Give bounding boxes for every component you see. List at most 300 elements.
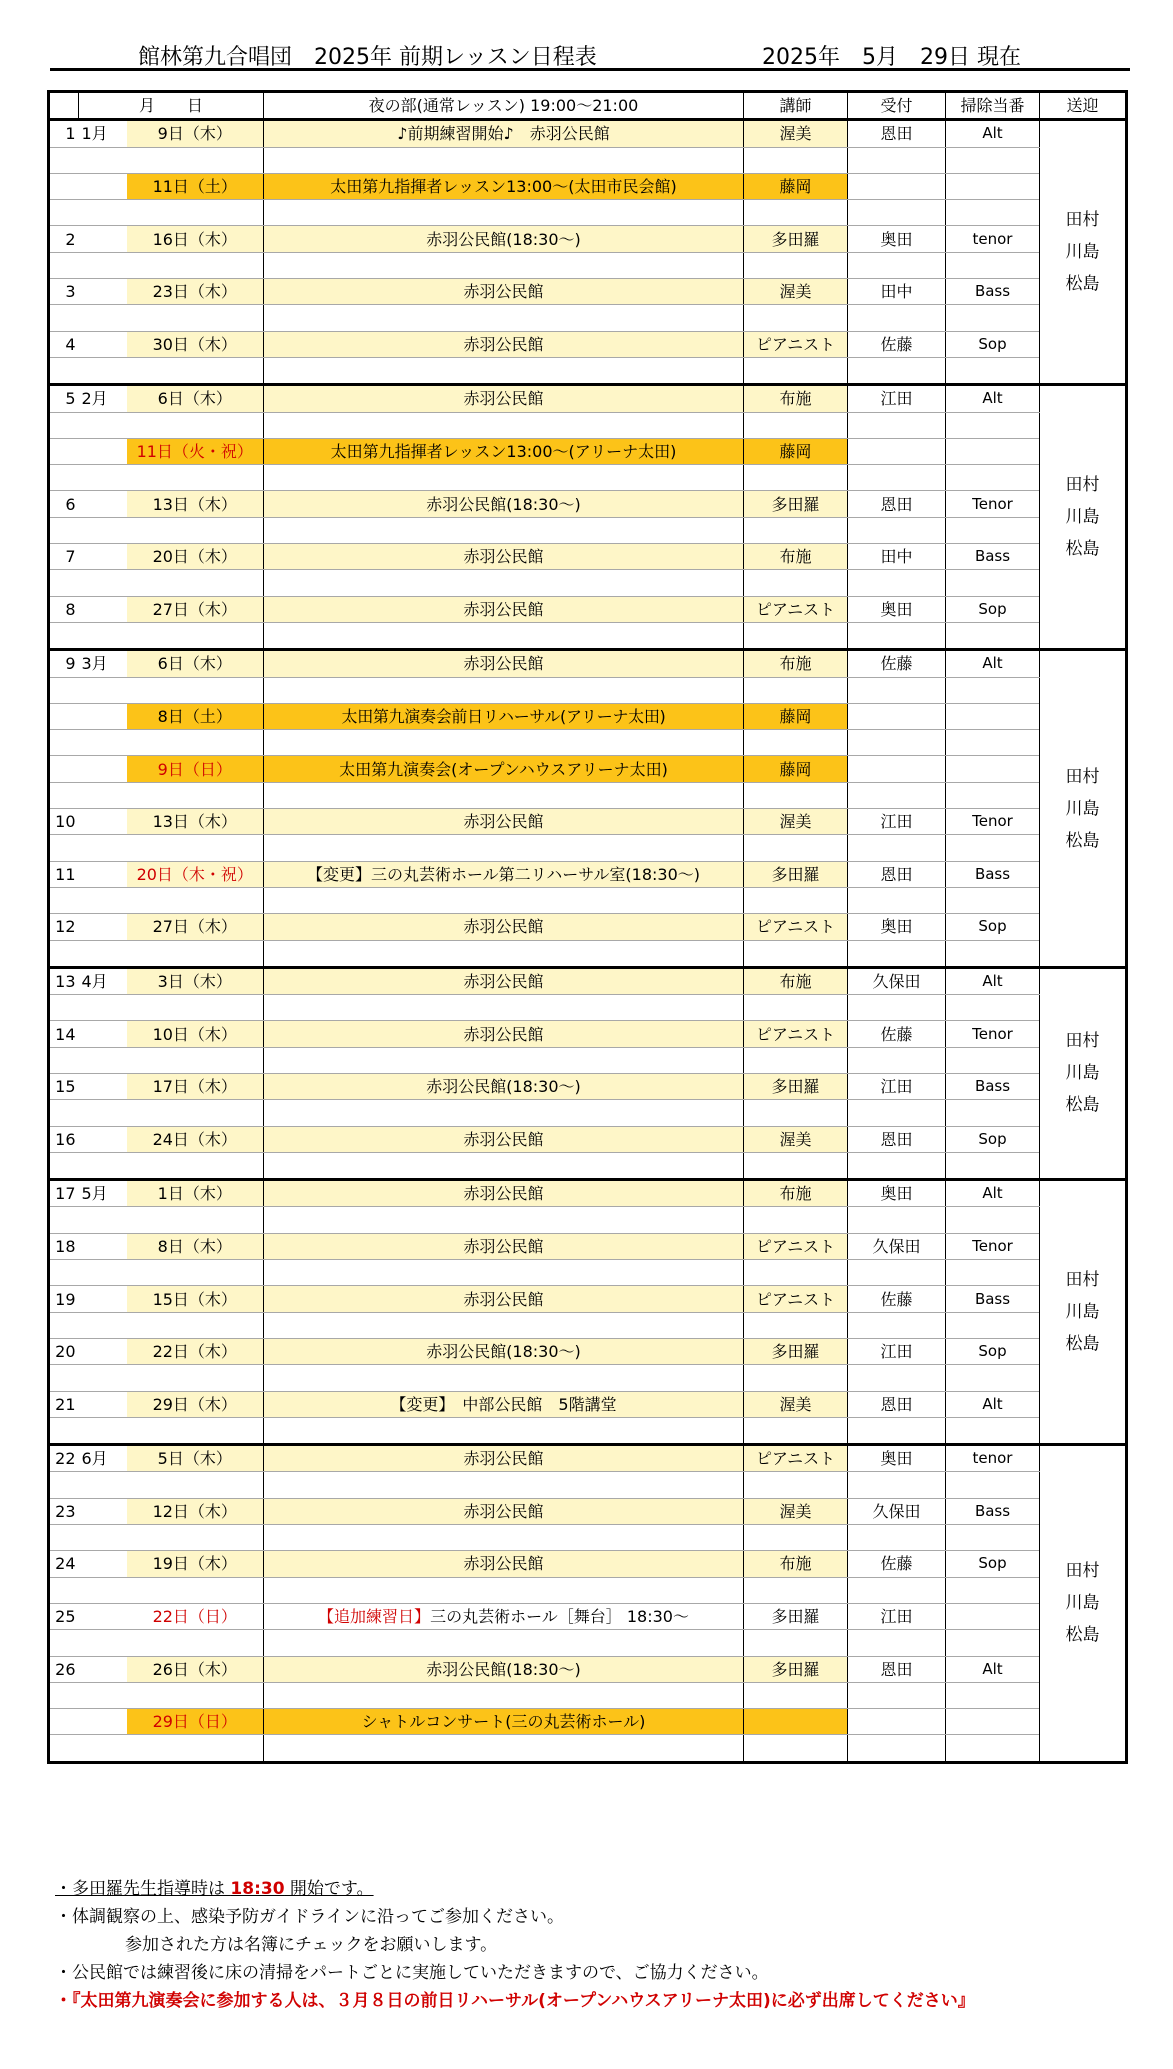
- empty-cell: [127, 1472, 264, 1498]
- lesson-date: 3日（木）: [127, 967, 264, 994]
- table-row: [49, 1603, 1127, 1629]
- lesson-teacher: 多田羅: [744, 861, 848, 887]
- lesson-teacher: ピアニスト: [744, 1286, 848, 1312]
- empty-cell: [49, 412, 79, 438]
- lesson-date: 27日（木）: [127, 596, 264, 622]
- transport-name: 川島: [1065, 798, 1100, 819]
- empty-cell: [127, 1682, 264, 1708]
- table-row: [49, 491, 1127, 517]
- empty-cell: [744, 1682, 848, 1708]
- lesson-teacher: 渥美: [744, 1391, 848, 1417]
- cleaning-part: Bass: [946, 544, 1040, 570]
- empty-cell: [127, 517, 264, 543]
- empty-cell: [848, 1152, 946, 1179]
- lesson-date: 20日（木・祝）: [127, 861, 264, 887]
- lesson-date: 20日（木）: [127, 544, 264, 570]
- spacer-row: [49, 1312, 1127, 1338]
- empty-cell: [946, 1735, 1040, 1762]
- empty-cell: [264, 147, 744, 173]
- empty-cell: [127, 782, 264, 808]
- table-row: [49, 1126, 1127, 1152]
- lesson-venue: 赤羽公民館(18:30～): [264, 1656, 744, 1682]
- empty-cell: [946, 1365, 1040, 1391]
- month-label: [79, 1073, 127, 1099]
- lesson-teacher: 多田羅: [744, 1603, 848, 1629]
- lesson-date: 12日（木）: [127, 1498, 264, 1524]
- empty-cell: [946, 200, 1040, 226]
- empty-cell: [127, 1525, 264, 1551]
- empty-cell: [946, 1100, 1040, 1126]
- empty-cell: [79, 1207, 127, 1233]
- empty-cell: [848, 1100, 946, 1126]
- empty-cell: [744, 465, 848, 491]
- empty-cell: [264, 887, 744, 913]
- empty-cell: [79, 1152, 127, 1179]
- empty-cell: [79, 940, 127, 967]
- empty-cell: [744, 305, 848, 331]
- empty-cell: [946, 1472, 1040, 1498]
- empty-cell: [79, 1047, 127, 1073]
- empty-cell: [264, 1312, 744, 1338]
- cleaning-part: [946, 756, 1040, 782]
- empty-cell: [49, 1417, 79, 1444]
- lesson-venue: 赤羽公民館: [264, 1445, 744, 1472]
- lesson-venue: 赤羽公民館(18:30～): [264, 491, 744, 517]
- cleaning-part: Sop: [946, 596, 1040, 622]
- empty-cell: [79, 305, 127, 331]
- reception-person: 恩田: [848, 1126, 946, 1152]
- empty-cell: [49, 200, 79, 226]
- month-label: [79, 544, 127, 570]
- reception-person: 佐藤: [848, 1551, 946, 1577]
- lesson-venue: 赤羽公民館: [264, 1021, 744, 1047]
- lesson-venue: 赤羽公民館: [264, 650, 744, 677]
- empty-cell: [848, 147, 946, 173]
- month-label: [79, 861, 127, 887]
- empty-cell: [848, 1260, 946, 1286]
- empty-cell: [127, 995, 264, 1021]
- empty-cell: [946, 1260, 1040, 1286]
- empty-cell: [848, 782, 946, 808]
- transport-cell: [1040, 120, 1127, 385]
- empty-cell: [49, 1207, 79, 1233]
- spacer-row: [49, 1682, 1127, 1708]
- empty-cell: [264, 1260, 744, 1286]
- table-row: [49, 809, 1127, 835]
- row-number: 17: [49, 1180, 79, 1207]
- cleaning-part: Alt: [946, 385, 1040, 412]
- month-label: [79, 1233, 127, 1259]
- empty-cell: [848, 1472, 946, 1498]
- empty-cell: [264, 517, 744, 543]
- month-label: [79, 226, 127, 252]
- transport-name: 川島: [1065, 242, 1100, 263]
- spacer-row: [49, 1577, 1127, 1603]
- month-label: 3月: [79, 650, 127, 677]
- empty-cell: [946, 1047, 1040, 1073]
- spacer-row: [49, 730, 1127, 756]
- lesson-date: 22日（日）: [127, 1603, 264, 1629]
- cleaning-part: Tenor: [946, 1233, 1040, 1259]
- empty-cell: [848, 1047, 946, 1073]
- row-number: [49, 438, 79, 464]
- empty-cell: [946, 1207, 1040, 1233]
- transport-name: 川島: [1065, 507, 1100, 528]
- spacer-row: [49, 1207, 1127, 1233]
- transport-cell: [1040, 1445, 1127, 1763]
- cleaning-part: [946, 1709, 1040, 1735]
- empty-cell: [127, 147, 264, 173]
- empty-cell: [848, 517, 946, 543]
- empty-cell: [946, 677, 1040, 703]
- spacer-row: [49, 677, 1127, 703]
- reception-person: 佐藤: [848, 1286, 946, 1312]
- cleaning-part: Alt: [946, 1656, 1040, 1682]
- lesson-venue: 赤羽公民館: [264, 279, 744, 305]
- spacer-row: [49, 570, 1127, 596]
- lesson-date: 26日（木）: [127, 1656, 264, 1682]
- empty-cell: [744, 730, 848, 756]
- empty-cell: [49, 570, 79, 596]
- cleaning-part: Bass: [946, 279, 1040, 305]
- table-row: [49, 331, 1127, 357]
- reception-person: 久保田: [848, 1233, 946, 1259]
- reception-person: 江田: [848, 385, 946, 412]
- transport-cell: [1040, 1180, 1127, 1445]
- empty-cell: [264, 1417, 744, 1444]
- transport-name: 田村: [1065, 475, 1100, 496]
- month-label: [79, 173, 127, 199]
- lesson-teacher: 布施: [744, 650, 848, 677]
- table-row: [49, 1551, 1127, 1577]
- lesson-date: 10日（木）: [127, 1021, 264, 1047]
- empty-cell: [127, 357, 264, 384]
- table-row: [49, 173, 1127, 199]
- empty-cell: [946, 940, 1040, 967]
- cleaning-part: Alt: [946, 967, 1040, 994]
- month-label: [79, 1709, 127, 1735]
- page-title: 館林第九合唱団 2025年 前期レッスン日程表: [138, 45, 597, 70]
- lesson-venue: 赤羽公民館: [264, 544, 744, 570]
- empty-cell: [127, 622, 264, 649]
- empty-cell: [744, 357, 848, 384]
- cleaning-part: Tenor: [946, 1021, 1040, 1047]
- lesson-date: 19日（木）: [127, 1551, 264, 1577]
- cleaning-part: Alt: [946, 1391, 1040, 1417]
- lesson-teacher: 藤岡: [744, 703, 848, 729]
- lesson-date: 11日（火・祝）: [127, 438, 264, 464]
- lesson-venue: 赤羽公民館: [264, 1551, 744, 1577]
- lesson-teacher: ピアニスト: [744, 1021, 848, 1047]
- month-label: [79, 703, 127, 729]
- empty-cell: [744, 1630, 848, 1656]
- empty-cell: [264, 622, 744, 649]
- empty-cell: [127, 1207, 264, 1233]
- empty-cell: [848, 1365, 946, 1391]
- empty-cell: [848, 412, 946, 438]
- empty-cell: [264, 465, 744, 491]
- empty-cell: [264, 357, 744, 384]
- empty-cell: [848, 1207, 946, 1233]
- cleaning-part: [946, 173, 1040, 199]
- cleaning-part: Sop: [946, 1338, 1040, 1364]
- empty-cell: [744, 940, 848, 967]
- transport-cell: [1040, 385, 1127, 650]
- table-row: [49, 861, 1127, 887]
- empty-cell: [848, 252, 946, 278]
- lesson-venue: 赤羽公民館: [264, 914, 744, 940]
- reception-person: 田中: [848, 544, 946, 570]
- empty-cell: [264, 677, 744, 703]
- empty-cell: [49, 1312, 79, 1338]
- cleaning-part: Bass: [946, 1286, 1040, 1312]
- empty-cell: [49, 517, 79, 543]
- venue-prefix: 【追加練習日】: [318, 1607, 431, 1627]
- row-number: 24: [49, 1551, 79, 1577]
- month-label: [79, 1551, 127, 1577]
- empty-cell: [848, 887, 946, 913]
- lesson-teacher: 多田羅: [744, 226, 848, 252]
- page-title-bar: [50, 38, 1130, 71]
- spacer-row: [49, 835, 1127, 861]
- empty-cell: [848, 677, 946, 703]
- lesson-venue: 赤羽公民館: [264, 809, 744, 835]
- empty-cell: [49, 677, 79, 703]
- cleaning-part: Bass: [946, 861, 1040, 887]
- table-row: [49, 1286, 1127, 1312]
- empty-cell: [744, 570, 848, 596]
- lesson-teacher: ピアニスト: [744, 1445, 848, 1472]
- lesson-date: 6日（木）: [127, 650, 264, 677]
- spacer-row: [49, 465, 1127, 491]
- empty-cell: [264, 1682, 744, 1708]
- empty-cell: [127, 200, 264, 226]
- empty-cell: [946, 1630, 1040, 1656]
- month-label: 4月: [79, 967, 127, 994]
- lesson-date: 27日（木）: [127, 914, 264, 940]
- month-label: [79, 279, 127, 305]
- reception-person: 恩田: [848, 1656, 946, 1682]
- empty-cell: [848, 357, 946, 384]
- empty-cell: [127, 1417, 264, 1444]
- empty-cell: [264, 200, 744, 226]
- transport-name: 川島: [1065, 1302, 1100, 1323]
- reception-person: 江田: [848, 1603, 946, 1629]
- month-label: 5月: [79, 1180, 127, 1207]
- spacer-row: [49, 1735, 1127, 1762]
- empty-cell: [744, 1260, 848, 1286]
- empty-cell: [946, 887, 1040, 913]
- empty-cell: [49, 252, 79, 278]
- cleaning-part: tenor: [946, 226, 1040, 252]
- empty-cell: [744, 782, 848, 808]
- empty-cell: [946, 782, 1040, 808]
- lesson-teacher: [744, 1709, 848, 1735]
- table-row: [49, 544, 1127, 570]
- transport-name: 松島: [1065, 539, 1100, 560]
- empty-cell: [49, 730, 79, 756]
- spacer-row: [49, 1100, 1127, 1126]
- empty-cell: [264, 1472, 744, 1498]
- transport-name: 松島: [1065, 274, 1100, 295]
- empty-cell: [744, 200, 848, 226]
- empty-cell: [946, 465, 1040, 491]
- empty-cell: [744, 1365, 848, 1391]
- lesson-venue: 太田第九指揮者レッスン13:00～(アリーナ太田): [264, 438, 744, 464]
- empty-cell: [744, 252, 848, 278]
- row-number: 10: [49, 809, 79, 835]
- spacer-row: [49, 995, 1127, 1021]
- table-row: [49, 1180, 1127, 1207]
- row-number: 4: [49, 331, 79, 357]
- lesson-date: 11日（土）: [127, 173, 264, 199]
- lesson-teacher: 藤岡: [744, 438, 848, 464]
- lesson-teacher: 渥美: [744, 1126, 848, 1152]
- reception-person: [848, 756, 946, 782]
- empty-cell: [79, 465, 127, 491]
- spacer-row: [49, 1472, 1127, 1498]
- transport-name: 松島: [1065, 1625, 1100, 1646]
- empty-cell: [79, 412, 127, 438]
- as-of-date: 2025年 5月 29日 現在: [762, 45, 1021, 70]
- lesson-venue: シャトルコンサート(三の丸芸術ホール): [264, 1709, 744, 1735]
- cleaning-part: Alt: [946, 120, 1040, 147]
- note-1: ・多田羅先生指導時は 18:30 開始です。: [55, 1879, 374, 1899]
- lesson-venue: 太田第九演奏会前日リハーサル(アリーナ太田): [264, 703, 744, 729]
- table-row: [49, 650, 1127, 677]
- header-month-day: 月 日: [79, 92, 264, 120]
- lesson-teacher: 渥美: [744, 120, 848, 147]
- lesson-teacher: 藤岡: [744, 173, 848, 199]
- transport-name: 松島: [1065, 1095, 1100, 1116]
- empty-cell: [49, 1365, 79, 1391]
- empty-cell: [127, 1047, 264, 1073]
- lesson-teacher: 多田羅: [744, 491, 848, 517]
- month-label: [79, 438, 127, 464]
- empty-cell: [848, 835, 946, 861]
- empty-cell: [49, 1525, 79, 1551]
- empty-cell: [127, 1577, 264, 1603]
- lesson-teacher: ピアニスト: [744, 1233, 848, 1259]
- empty-cell: [946, 995, 1040, 1021]
- empty-cell: [264, 1577, 744, 1603]
- table-row: [49, 596, 1127, 622]
- empty-cell: [946, 252, 1040, 278]
- empty-cell: [744, 1525, 848, 1551]
- lesson-teacher: 多田羅: [744, 1073, 848, 1099]
- reception-person: 恩田: [848, 120, 946, 147]
- empty-cell: [79, 1630, 127, 1656]
- empty-cell: [79, 730, 127, 756]
- empty-cell: [744, 1100, 848, 1126]
- empty-cell: [946, 1682, 1040, 1708]
- empty-cell: [264, 1365, 744, 1391]
- header-venue: 夜の部(通常レッスン) 19:00～21:00: [264, 92, 744, 120]
- transport-name: 田村: [1065, 1270, 1100, 1291]
- empty-cell: [848, 1417, 946, 1444]
- table-row: [49, 385, 1127, 412]
- cleaning-part: tenor: [946, 1445, 1040, 1472]
- row-number: 26: [49, 1656, 79, 1682]
- empty-cell: [848, 1735, 946, 1762]
- cleaning-part: Bass: [946, 1073, 1040, 1099]
- table-row: [49, 756, 1127, 782]
- schedule-table: [47, 90, 1128, 1764]
- empty-cell: [848, 940, 946, 967]
- table-row: [49, 1021, 1127, 1047]
- empty-cell: [127, 940, 264, 967]
- table-row: [49, 1073, 1127, 1099]
- row-number: [49, 703, 79, 729]
- lesson-date: 13日（木）: [127, 809, 264, 835]
- empty-cell: [264, 1100, 744, 1126]
- lesson-teacher: 渥美: [744, 809, 848, 835]
- schedule-body: [49, 120, 1127, 1762]
- empty-cell: [264, 252, 744, 278]
- empty-cell: [49, 465, 79, 491]
- empty-cell: [744, 887, 848, 913]
- reception-person: 江田: [848, 809, 946, 835]
- empty-cell: [848, 1525, 946, 1551]
- empty-cell: [264, 1207, 744, 1233]
- transport-name: 田村: [1065, 766, 1100, 787]
- month-label: [79, 1391, 127, 1417]
- empty-cell: [49, 1472, 79, 1498]
- cleaning-part: Bass: [946, 1498, 1040, 1524]
- note-3: 参加された方は名簿にチェックをお願いします。: [125, 1935, 498, 1955]
- empty-cell: [946, 835, 1040, 861]
- row-number: 14: [49, 1021, 79, 1047]
- empty-cell: [127, 1630, 264, 1656]
- lesson-teacher: 多田羅: [744, 1338, 848, 1364]
- empty-cell: [848, 1682, 946, 1708]
- empty-cell: [264, 1735, 744, 1762]
- empty-cell: [848, 1312, 946, 1338]
- empty-cell: [744, 1472, 848, 1498]
- spacer-row: [49, 305, 1127, 331]
- empty-cell: [127, 570, 264, 596]
- empty-cell: [49, 1047, 79, 1073]
- lesson-venue: 【変更】 中部公民館 5階講堂: [264, 1391, 744, 1417]
- reception-person: 佐藤: [848, 331, 946, 357]
- table-row: [49, 1338, 1127, 1364]
- transport-name: 松島: [1065, 1334, 1100, 1355]
- lesson-venue: 赤羽公民館: [264, 385, 744, 412]
- transport-cell: [1040, 650, 1127, 968]
- empty-cell: [49, 1577, 79, 1603]
- lesson-teacher: 布施: [744, 967, 848, 994]
- empty-cell: [264, 782, 744, 808]
- empty-cell: [49, 1152, 79, 1179]
- empty-cell: [848, 200, 946, 226]
- row-number: 20: [49, 1338, 79, 1364]
- empty-cell: [264, 730, 744, 756]
- transport-cell: [1040, 967, 1127, 1179]
- lesson-venue: 赤羽公民館: [264, 596, 744, 622]
- empty-cell: [946, 517, 1040, 543]
- empty-cell: [49, 835, 79, 861]
- month-label: [79, 809, 127, 835]
- empty-cell: [79, 1417, 127, 1444]
- empty-cell: [946, 412, 1040, 438]
- reception-person: 奥田: [848, 914, 946, 940]
- empty-cell: [744, 835, 848, 861]
- empty-cell: [946, 570, 1040, 596]
- header-teacher: 講師: [744, 92, 848, 120]
- cleaning-part: Tenor: [946, 491, 1040, 517]
- empty-cell: [49, 1260, 79, 1286]
- empty-cell: [49, 995, 79, 1021]
